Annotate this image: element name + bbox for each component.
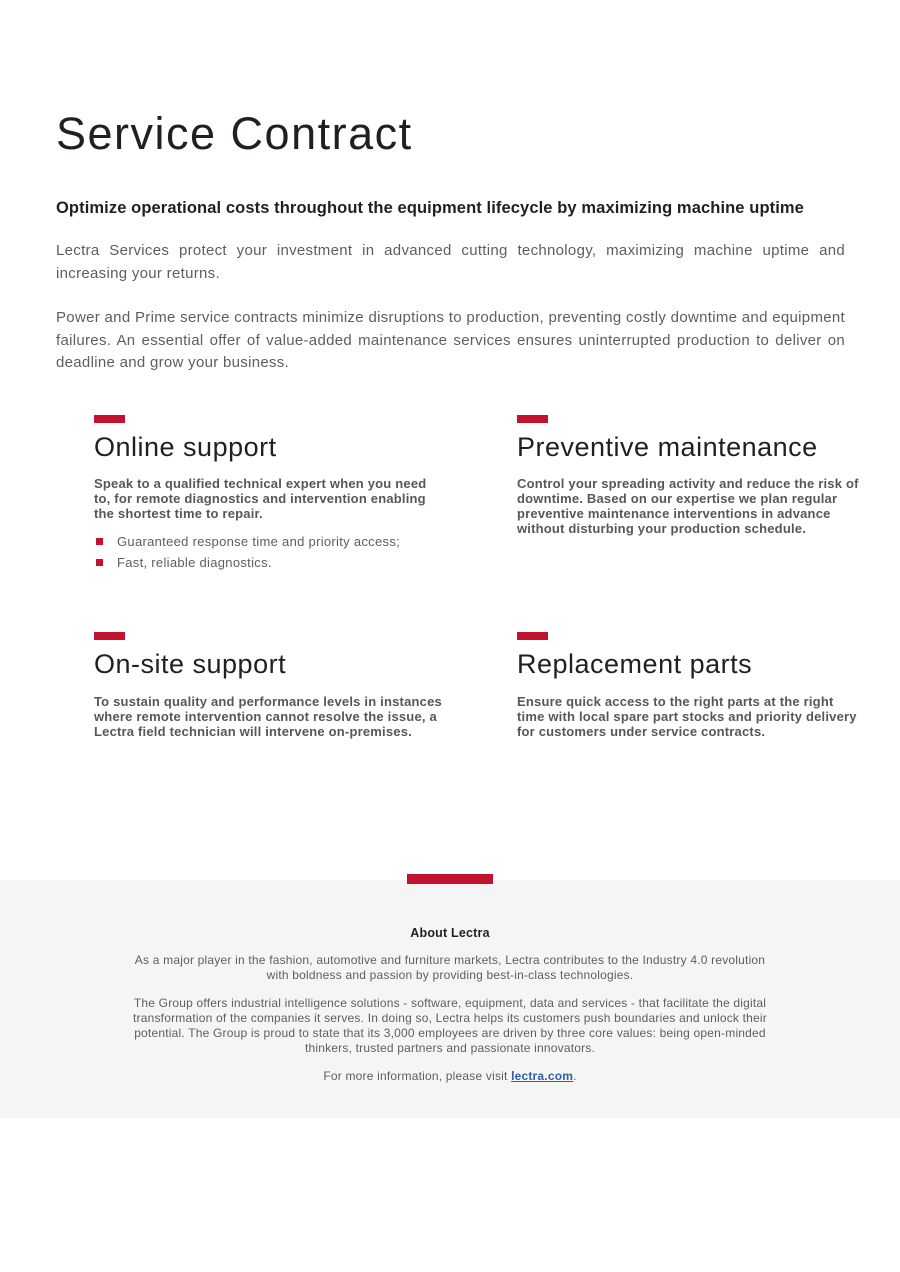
service-description: To sustain quality and performance levels in instances where remote intervention cannot resolve the issue, a Lectra field technician will intervene on-premises. xyxy=(94,694,442,740)
about-footer xyxy=(0,880,900,1118)
service-title: Replacement parts xyxy=(517,649,753,680)
page-title: Service Contract xyxy=(56,108,413,159)
bullet-label: Fast, reliable diagnostics. xyxy=(117,555,272,571)
bullet-label: Guaranteed response time and priority access; xyxy=(117,534,401,550)
intro-paragraph-1: Lectra Services protect your investment in advanced cutting technology, maximizing machine uptime and increasing your returns. xyxy=(56,242,845,282)
intro-section xyxy=(56,240,845,375)
bullet-list xyxy=(94,534,517,570)
bullet-square-icon xyxy=(96,538,103,545)
page-subtitle: Optimize operational costs throughout the equipment lifecycle by maximizing machine uptime xyxy=(56,199,804,218)
service-card-online-support xyxy=(94,415,517,571)
service-title: Preventive maintenance xyxy=(517,431,818,462)
service-card-replacement-parts xyxy=(517,632,860,739)
footer-more-info xyxy=(130,1069,770,1084)
service-description: Speak to a qualified technical expert when you need to, for remote diagnostics and intervention enabling the shortest time to repair. xyxy=(94,476,427,522)
bullet-item xyxy=(94,555,517,570)
bullet-item xyxy=(94,534,517,549)
footer-title: About Lectra xyxy=(410,926,490,940)
accent-bar xyxy=(517,415,548,423)
lectra-link[interactable]: lectra.com xyxy=(511,1069,574,1083)
service-card-preventive-maintenance xyxy=(517,415,860,571)
accent-bar xyxy=(94,415,125,423)
accent-bar xyxy=(94,632,125,640)
services-grid xyxy=(94,415,860,739)
footer-paragraph-2: The Group offers industrial intelligence solutions - software, equipment, data and services - that facilitate the digital transformation of the companies it serves. In doing so, Lectra helps its customers push boundaries and unlock their potential. The Group is proud to state that its 3,000 employees are driven by three core values: being open-minded thinkers, trusted partners and passionate innovators. xyxy=(133,996,767,1055)
service-description: Ensure quick access to the right parts at the right time with local spare part stocks and priority delivery for customers under service contracts. xyxy=(517,694,857,740)
accent-bar xyxy=(517,632,548,640)
footer-paragraph-1: As a major player in the fashion, automotive and furniture markets, Lectra contributes to the Industry 4.0 revolution with boldness and passion by providing best-in-class technologies. xyxy=(134,953,766,982)
service-description: Control your spreading activity and reduce the risk of downtime. Based on our expertise we plan regular preventive maintenance interventions in advance without disturbing your production schedule. xyxy=(517,476,859,537)
service-title: On-site support xyxy=(94,649,287,680)
footer-more-info-period: . xyxy=(573,1069,577,1083)
service-title: Online support xyxy=(94,431,277,462)
bullet-square-icon xyxy=(96,559,103,566)
footer-more-info-text: For more information, please visit xyxy=(323,1069,512,1083)
footer-content xyxy=(130,880,770,1084)
intro-paragraph-2: Power and Prime service contracts minimize disruptions to production, preventing costly downtime and equipment failures. An essential offer of value-added maintenance services ensures uninterrupted production to deliver on deadline and grow your business. xyxy=(56,309,845,372)
service-card-on-site-support xyxy=(94,632,517,739)
footer-accent-bar xyxy=(407,874,493,884)
